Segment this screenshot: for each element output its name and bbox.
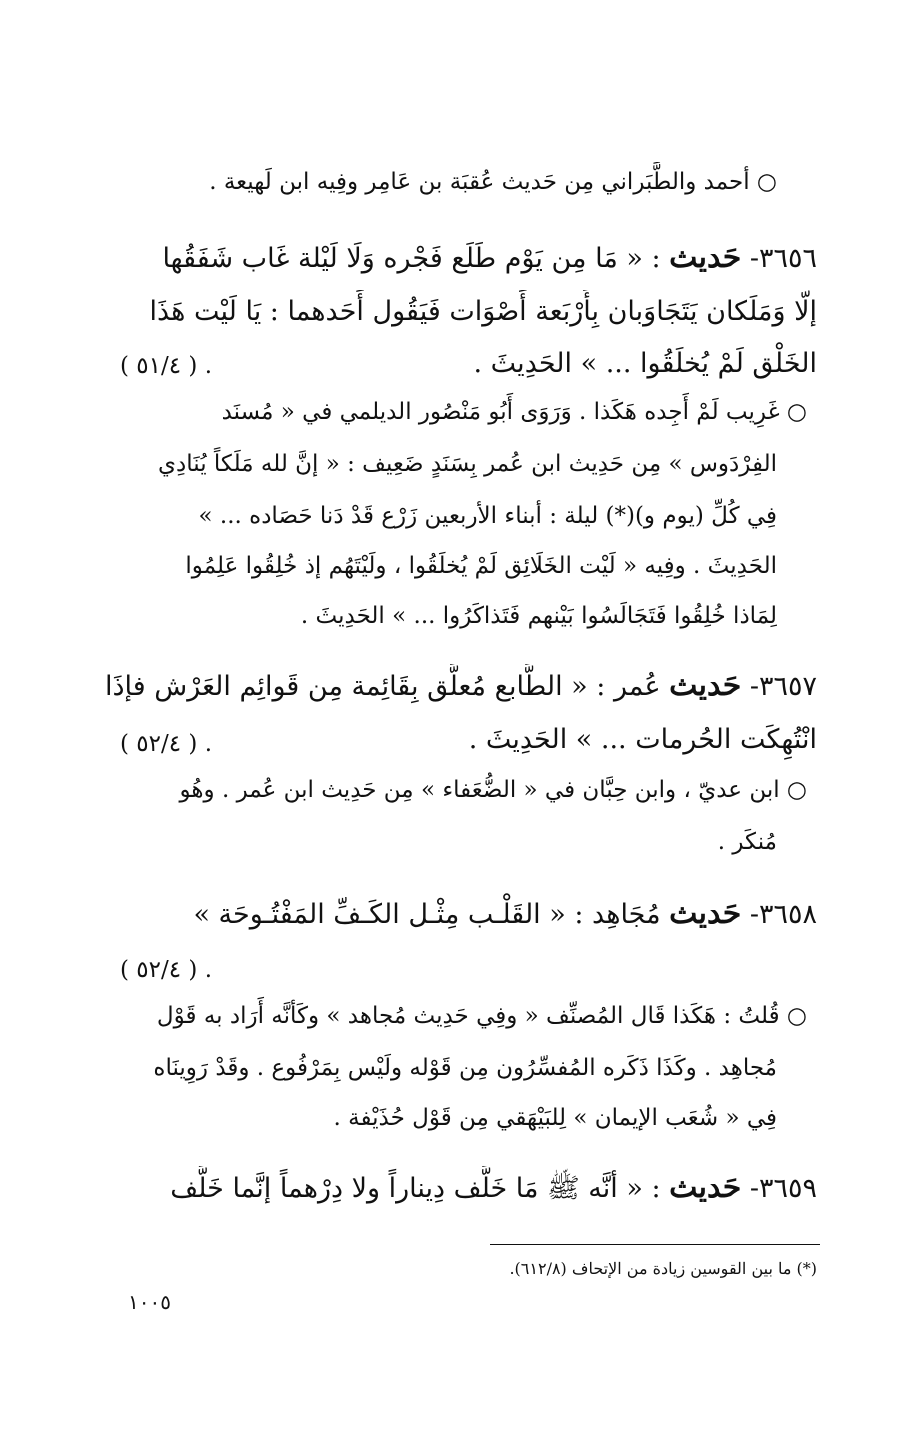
- hadith-header-3659: [77, 1166, 817, 1211]
- hadith-header-3658: [77, 892, 817, 937]
- hadith-label: حَديث: [669, 896, 742, 931]
- hadith-header-3657: [77, 664, 817, 709]
- text-line: [87, 444, 777, 484]
- reference-volume-page: [120, 724, 270, 764]
- reference-text: ( ٥٢/٤ ) .: [120, 731, 213, 757]
- text-line-content: الفِرْدَوس » مِن حَدِيث ابن عُمر بِسَنَدٍ ضَعِيف : « إنَّ لله مَلَكاً يُنَادِي: [158, 451, 777, 477]
- text-line: [97, 162, 777, 202]
- text-line: [457, 342, 817, 386]
- hadith-text: مُجَاهِد : « القَلْـب مِثْـل الكَـفِّ المَفْتُـوحَة »: [193, 899, 661, 930]
- page-number: ١٠٠٥: [128, 1290, 171, 1314]
- text-line: [87, 392, 807, 432]
- text-line: [87, 546, 777, 586]
- text-line-content: لِمَاذا خُلِقُوا فَتَجَالَسُوا بَيْنهم فَتَذاكَرُوا ... » الحَدِيثَ .: [300, 603, 777, 629]
- hadith-label: حَديث: [669, 668, 742, 703]
- text-line-content: مُجاهِد . وكَذَا ذَكَره المُفسِّرُون مِن قَوْله ولَيْس بِمَرْفُوع . وقَدْ رَوِينَاه: [153, 1055, 777, 1081]
- text-line-content: فِي كُلِّ (يوم و)(*) ليلة : أبناء الأربعين زَرْع قَدْ دَنا حَصَاده ... »: [198, 503, 777, 529]
- hadith-label: حَديث: [669, 1170, 742, 1205]
- text-line: [87, 1098, 777, 1138]
- hadith-text: : « مَا مِن يَوْم طَلَع فَجْره وَلَا لَيْلة غَاب شَفَقُها: [162, 243, 661, 274]
- text-line-content: ○ قُلتُ : هَكَذا قَال المُصنِّف « وفِي حَدِيث مُجاهد » وكَأنَّه أَرَاد به قَوْل: [156, 1003, 807, 1029]
- reference-text: ( ٥٢/٤ ) .: [120, 957, 213, 983]
- text-line: [87, 770, 807, 810]
- text-line: [87, 996, 807, 1036]
- footnote-divider: [490, 1244, 820, 1245]
- hadith-text: : « أنَّه ﷺ مَا خَلَّف دِيناراً ولا دِرْهماً إنَّما خَلَّف: [170, 1173, 661, 1204]
- text-line-content: الحَدِيثَ . وفِيه « لَيْت الخَلَائِق لَمْ يُخلَقُوا ، ولَيْتَهُم إذ خُلِقُوا عَلِمُوا: [185, 553, 777, 579]
- text-line-content: انْتُهِكَت الحُرمات ... » الحَدِيثَ .: [468, 724, 817, 755]
- reference-volume-page: [120, 950, 270, 990]
- hadith-number: ٣٦٥٩-: [749, 1173, 817, 1204]
- text-line: [87, 1048, 777, 1088]
- text-line: [77, 290, 817, 334]
- reference-text: ( ٥١/٤ ) .: [120, 353, 213, 379]
- text-line-content: ○ أحمد والطَّبَراني مِن حَديث عُقبَة بن عَامِر وفِيه ابن لَهيعة .: [209, 169, 777, 195]
- text-line-content: فِي « شُعَب الإيمان » لِلبَيْهَقي مِن قَوْل حُذَيْفة .: [333, 1105, 777, 1131]
- text-line-content: ○ غَرِيب لَمْ أَجِده هَكَذا . وَرَوَى أَبُو مَنْصُور الديلمي في « مُسنَد: [221, 399, 807, 425]
- footnote: [357, 1256, 817, 1282]
- text-line: [417, 718, 817, 762]
- text-line-content: مُنكَر .: [717, 829, 777, 855]
- hadith-label: حَديث: [669, 240, 742, 275]
- text-line-content: ○ ابن عديّ ، وابن حِبَّان في « الضُّعَفاء » مِن حَدِيث ابن عُمر . وهُو: [179, 777, 807, 803]
- text-line-content: إلَّا وَمَلَكان يَتَجَاوَبان بِأَرْبَعة أَصْوَات فَيَقُول أَحَدهما : يَا لَيْت هَذَا: [149, 296, 817, 327]
- text-line: [87, 596, 777, 636]
- text-line: [577, 822, 777, 862]
- hadith-number: ٣٦٥٧-: [749, 671, 817, 702]
- footnote-text: (*) ما بين القوسين زيادة من الإتحاف (٦١٢/٨).: [509, 1259, 817, 1278]
- hadith-number: ٣٦٥٦-: [749, 243, 817, 274]
- hadith-text: عُمر : « الطَّابع مُعلَّق بِقَائِمة مِن قَوائِم العَرْش فإذَا: [105, 671, 661, 702]
- hadith-number: ٣٦٥٨-: [749, 899, 817, 930]
- text-line: [87, 496, 777, 536]
- text-line-content: الخَلْق لَمْ يُخلَقُوا ... » الحَدِيثَ .: [473, 348, 817, 379]
- hadith-header-3656: [77, 236, 817, 281]
- reference-volume-page: [120, 346, 270, 386]
